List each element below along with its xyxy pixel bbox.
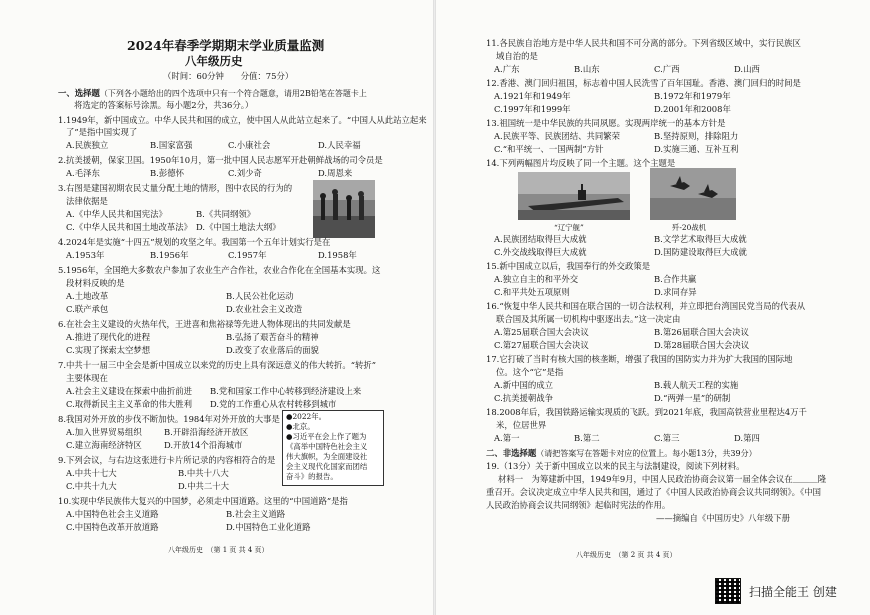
q12-option-d: D.2001年和2008年 <box>654 104 731 114</box>
q8-option-d: D.开放14个沿海城市 <box>164 440 243 450</box>
exam-time: （时间：60分钟 分值：75分） <box>163 71 294 81</box>
q13-stem: 13.祖国统一是中华民族的共同夙愿。实现两岸统一的基本方针是 <box>486 118 726 128</box>
q2-option-b: B.彭德怀 <box>150 168 184 178</box>
land-reform-photo-drawing <box>313 180 375 238</box>
q9-option-a: A.中共十七大 <box>66 468 117 478</box>
q8-stem: 8.我国对外开放的步伐不断加快。1984年对外开放的大事是 <box>58 414 280 424</box>
q15-option-a: A.独立自主的和平外交 <box>494 274 579 284</box>
q13-option-b: B.坚持原则，排除阻力 <box>654 131 739 141</box>
q15-stem: 15.新中国成立以后，我国奉行的外交政策是 <box>486 261 651 271</box>
q8-option-a: A.加入世界贸易组织 <box>66 427 142 437</box>
q14-option-d: D.国防建设取得巨大成就 <box>654 247 747 257</box>
q4-option-a: A.1953年 <box>66 250 105 260</box>
q13-option-c: C.“和平统一、一国两制”方针 <box>494 144 604 154</box>
q16-option-d: D.第28届联合国大会决议 <box>654 340 750 350</box>
fighter-caption: 歼-20战机 <box>672 223 707 232</box>
q19-material-3: 人民政治协商会议共同纲领》起临时宪法的作用。 <box>486 500 671 510</box>
q13-option-d: D.实施三通、互补互利 <box>654 144 739 154</box>
q3-option-d: D.《中国土地法大纲》 <box>196 222 281 232</box>
q17-option-c: C.抗美援朝战争 <box>494 393 554 403</box>
q15-option-c: C.和平共处五项原则 <box>494 287 570 297</box>
section-1-line <box>58 88 367 99</box>
exam-subject: 八年级历史 <box>185 54 243 68</box>
q5-option-d: D.农业社会主义改造 <box>226 304 303 314</box>
q11-option-a: A.广东 <box>494 64 520 74</box>
q17-option-a: A.新中国的成立 <box>494 380 553 390</box>
q5-stem: 5.1956年，全国绝大多数农户参加了农业生产合作社，农业合作化在全国基本实现。这 <box>58 265 381 275</box>
q19-stem: 19.（13分）关于新中国成立以来的民主与法制建设，阅读下列材料。 <box>486 461 745 471</box>
card-line-6: 会主义现代化国家而团结 <box>286 462 368 471</box>
q7-option-a: A.社会主义建设在探索中曲折前进 <box>66 386 192 396</box>
q18-stem-2: 米，位居世界 <box>496 420 547 430</box>
q6-option-a: A.推进了现代化的进程 <box>66 332 151 342</box>
exam-page-2 <box>436 0 870 615</box>
q7-option-d: D.党的工作重心从农村转移到城市 <box>210 399 337 409</box>
q5-option-c: C.联产承包 <box>66 304 109 314</box>
q3-option-a: A.《中华人民共和国宪法》 <box>66 209 167 219</box>
q12-option-b: B.1972年和1979年 <box>654 91 731 101</box>
q1-option-d: D.人民幸福 <box>318 140 361 150</box>
q2-option-c: C.刘少奇 <box>228 168 262 178</box>
q10-option-c: C.中国特色改革开放道路 <box>66 522 159 532</box>
q6-stem: 6.在社会主义建设的火热年代，王进喜和焦裕禄等先进人物体现出的共同发献是 <box>58 319 351 329</box>
q4-option-c: C.1957年 <box>228 250 267 260</box>
q17-option-b: B.载人航天工程的实施 <box>654 380 739 390</box>
q17-stem-2: 位。这个“它”是指 <box>496 367 564 377</box>
q18-option-d: D.第四 <box>734 433 760 443</box>
land-reform-photo <box>313 180 375 238</box>
page-2-footer: 八年级历史 （第 2 页 共 4 页） <box>576 551 677 559</box>
q3-stem-2: 法律依据是 <box>66 196 108 206</box>
q3-stem: 3.右图是建国初期农民丈量分配土地的情形，图中农民的行为的 <box>58 183 293 193</box>
section-1-heading: 一、选择题 <box>58 88 100 98</box>
q19-material-2: 重召开。会议决定成立中华人民共和国，通过了《中国人民政治协商会议共同纲领》。《中国 <box>486 487 821 497</box>
q4-option-b: B.1956年 <box>150 250 189 260</box>
q1-option-b: B.国家富强 <box>150 140 193 150</box>
q8-option-c: C.建立海南经济特区 <box>66 440 142 450</box>
q4-stem: 4.2024年是实施“十四五”规划的攻坚之年。我国第一个五年计划实行是在 <box>58 237 331 247</box>
q10-option-b: B.社会主义道路 <box>226 509 286 519</box>
q16-option-a: A.第25届联合国大会决议 <box>494 327 589 337</box>
watermark-text: 扫描全能王 创建 <box>749 584 837 599</box>
q1-stem-2: 了”是指中国实现了 <box>66 127 138 137</box>
q9-option-c: C.中共十九大 <box>66 481 117 491</box>
q3-option-c: C.《中华人民共和国土地改革法》 <box>66 222 193 232</box>
section-2-note: （请把答案写在答题卡对应的位置上。每小题13分，共39分） <box>536 449 757 458</box>
q19-source: ——摘编自《中国历史》八年级下册 <box>656 513 790 523</box>
q16-stem: 16.“恢复中华人民共和国在联合国的一切合法权利，并立即把台湾国民党当局的代表从 <box>486 301 806 311</box>
q15-option-d: D.求同存异 <box>654 287 697 297</box>
q17-stem: 17.它打破了当时有核大国的核垄断，增强了我国的国防实力并为扩大我国的国际地 <box>486 354 793 364</box>
card-line-7: 奋斗》的报告。 <box>286 472 338 481</box>
card-line-2: ●北京。 <box>286 422 315 431</box>
q18-option-c: C.第三 <box>654 433 680 443</box>
q7-option-b: B.党和国家工作中心转移到经济建设上来 <box>210 386 362 396</box>
card-line-3: ●习近平在会上作了题为 <box>286 432 367 441</box>
carrier-drawing <box>518 172 630 220</box>
section-1-note-2: 将选定的答案标号涂黑。每小题2分，共36分。） <box>74 100 254 110</box>
q17-option-d: D.“两弹一星”的研制 <box>654 393 731 403</box>
q15-option-b: B.合作共赢 <box>654 274 697 284</box>
liaoning-carrier-photo <box>518 172 630 220</box>
q9-stem: 9.下列会议，与右边这张进行卡片所记录的内容相符合的是 <box>58 455 276 465</box>
q5-option-b: B.人民公社化运动 <box>226 291 294 301</box>
q14-option-a: A.民族团结取得巨大成就 <box>494 234 587 244</box>
q10-option-d: D.中国特色工业化道路 <box>226 522 311 532</box>
q9-option-b: B.中共十八大 <box>178 468 229 478</box>
q5-stem-2: 段材料反映的是 <box>66 278 125 288</box>
q7-stem-2: 主要体现在 <box>66 373 108 383</box>
q11-stem-2: 域自治的是 <box>496 51 538 61</box>
q10-option-a: A.中国特色社会主义道路 <box>66 509 159 519</box>
q11-option-b: B.山东 <box>574 64 600 74</box>
q7-stem: 7.中共十一届三中全会是新中国成立以来党的历史上具有深远意义的伟大转折。“转折” <box>58 360 377 370</box>
exam-page-1 <box>0 0 434 615</box>
congress-card <box>282 410 384 486</box>
card-line-5: 伟大旗帜，为全面建设社 <box>286 452 368 461</box>
q18-stem: 18.2008年后，我国铁路运输实现质的飞跃。到2021年底，我国高铁营业里程达4万千 <box>486 407 807 417</box>
q14-option-b: B.文学艺术取得巨大成就 <box>654 234 747 244</box>
q4-option-d: D.1958年 <box>318 250 357 260</box>
q2-stem: 2.抗美援朝，保家卫国。1950年10月，第一批中国人民志愿军开赴朝鲜战场的司令员是 <box>58 155 383 165</box>
page-1-footer: 八年级历史 （第 1 页 共 4 页） <box>168 546 269 554</box>
q11-stem: 11.各民族自治地方是中华人民共和国不可分离的部分。下列省级区域中，实行民族区 <box>486 38 801 48</box>
q2-option-a: A.毛泽东 <box>66 168 100 178</box>
q6-option-c: C.实现了探索太空梦想 <box>66 345 151 355</box>
q7-option-c: C.取得新民主主义革命的伟大胜利 <box>66 399 193 409</box>
q1-option-a: A.民族独立 <box>66 140 109 150</box>
fighter-drawing <box>650 168 736 220</box>
q3-option-b: B.《共同纲领》 <box>196 209 256 219</box>
exam-title: 2024年春季学期期末学业质量监测 <box>127 38 325 53</box>
j20-fighter-photo <box>650 168 736 220</box>
q11-option-d: D.山西 <box>734 64 760 74</box>
section-2-heading: 二、非选择题 <box>486 448 537 458</box>
q16-option-b: B.第26届联合国大会决议 <box>654 327 749 337</box>
q13-option-a: A.民族平等、民族团结、共同繁荣 <box>494 131 620 141</box>
q18-option-a: A.第一 <box>494 433 520 443</box>
q6-option-d: D.改变了农业落后的面貌 <box>226 345 319 355</box>
qr-code-icon <box>715 578 741 604</box>
section-1-note: （下列各小题给出的四个选项中只有一个符合题意，请用2B铅笔在答题卡上 <box>99 89 367 98</box>
q1-stem: 1.1949年，新中国成立。中华人民共和国的成立，使中国人从此站立起来了。“中国人从此站立起来 <box>58 115 427 125</box>
q16-option-c: C.第27届联合国大会决议 <box>494 340 589 350</box>
q11-option-c: C.广西 <box>654 64 680 74</box>
q14-stem: 14.下列两幅图片均反映了同一个主题。这个主题是 <box>486 158 676 168</box>
q6-option-b: B.弘扬了艰苦奋斗的精神 <box>226 332 319 342</box>
q2-option-d: D.周恩来 <box>318 168 353 178</box>
scanner-watermark <box>715 578 837 604</box>
q10-stem: 10.实现中华民族伟大复兴的中国梦，必须走中国道路。这里的“中国道路”是指 <box>58 496 348 506</box>
q18-option-b: B.第二 <box>574 433 600 443</box>
q14-option-c: C.外交战线取得巨大成就 <box>494 247 587 257</box>
q1-option-c: C.小康社会 <box>228 140 271 150</box>
card-line-4: 《高举中国特色社会主义 <box>286 442 368 451</box>
q12-option-a: A.1921年和1949年 <box>494 91 571 101</box>
q12-option-c: C.1997年和1999年 <box>494 104 571 114</box>
q5-option-a: A.土地改革 <box>66 291 109 301</box>
q19-material-1: 材料一 为筹建新中国，1949年9月，中国人民政治协商会议第一届全体会议在＿＿＿隆 <box>498 474 827 484</box>
card-line-1: ●2022年。 <box>286 412 327 421</box>
q9-option-d: D.中共二十大 <box>178 481 229 491</box>
q16-stem-2: 联合国及其所属一切机构中驱逐出去。”这一决定由 <box>496 314 681 324</box>
section-2-line <box>486 448 757 459</box>
q12-stem: 12.香港、澳门回归祖国，标志着中国人民洗雪了百年国耻。香港、澳门回归的时间是 <box>486 78 801 88</box>
carrier-caption: “辽宁舰” <box>554 223 584 232</box>
q8-option-b: B.开辟沿海经济开放区 <box>164 427 249 437</box>
